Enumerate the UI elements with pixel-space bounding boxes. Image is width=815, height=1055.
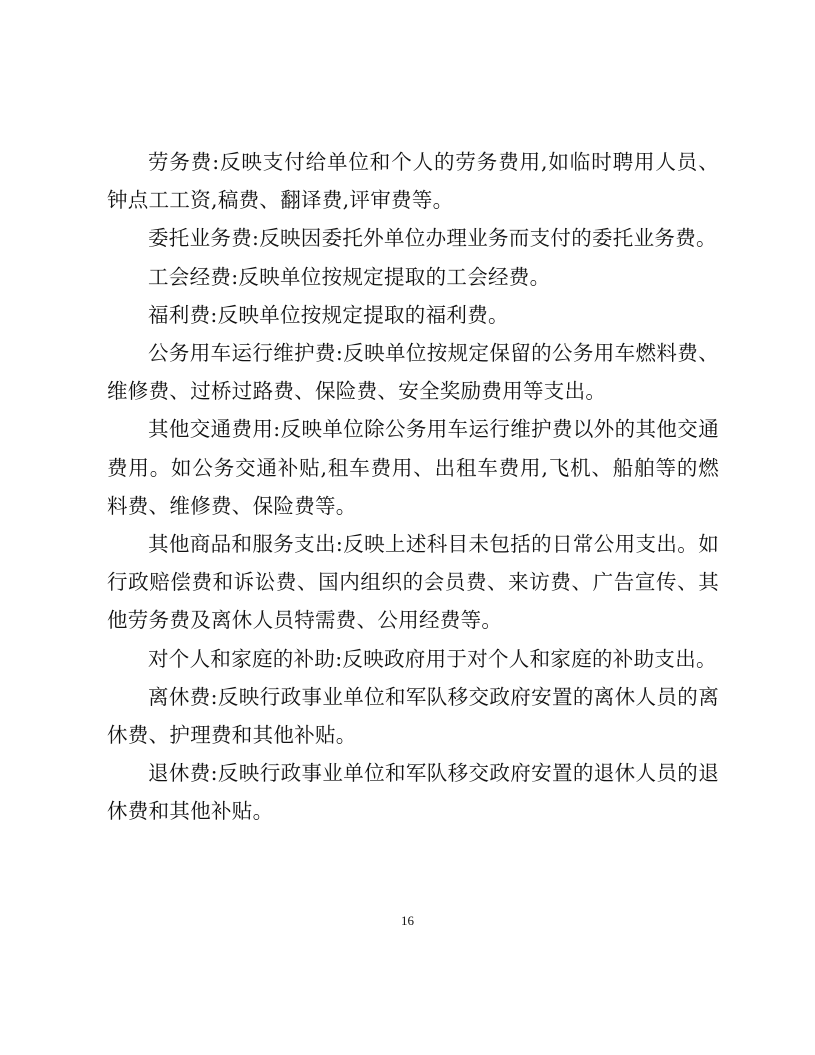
paragraph-other-goods-services: 其他商品和服务支出:反映上述科目未包括的日常公用支出。如行政赔偿费和诉讼费、国内组织的会员费、来访费、广告宣传、其他劳务费及离休人员特需费、公用经费等。: [107, 532, 719, 633]
paragraph-retirement-tuixiu: 退休费:反映行政事业单位和军队移交政府安置的退休人员的退休费和其他补贴。: [107, 761, 719, 824]
paragraph-union-fund: 工会经费:反映单位按规定提取的工会经费。: [148, 264, 551, 289]
body-text: [107, 143, 719, 831]
paragraph-retirement-lixiu: 离休费:反映行政事业单位和军队移交政府安置的离休人员的离休费、护理费和其他补贴。: [107, 684, 719, 748]
paragraph-commission-fee: 委托业务费:反映因委托外单位办理业务而支付的委托业务费。: [148, 226, 717, 251]
paragraph-official-vehicle-fee: 公务用车运行维护费:反映单位按规定保留的公务用车燃料费、维修费、过桥过路费、保险费、安全奖励费用等支出。: [107, 341, 719, 404]
paragraph-welfare-fee: 福利费:反映单位按规定提取的福利费。: [148, 302, 509, 327]
paragraph-individual-family-subsidy: 对个人和家庭的补助:反映政府用于对个人和家庭的补助支出。: [148, 646, 717, 671]
paragraph-other-transport-fee: 其他交通费用:反映单位除公务用车运行维护费以外的其他交通费用。如公务交通补贴,租车费用、出租车费用,飞机、船舶等的燃料费、维修费、保险费等。: [107, 417, 719, 518]
page-number: 16: [401, 913, 414, 928]
paragraph-labor-fee: 劳务费:反映支付给单位和个人的劳务费用,如临时聘用人员、钟点工工资,稿费、翻译费,评审费等。: [107, 150, 719, 213]
